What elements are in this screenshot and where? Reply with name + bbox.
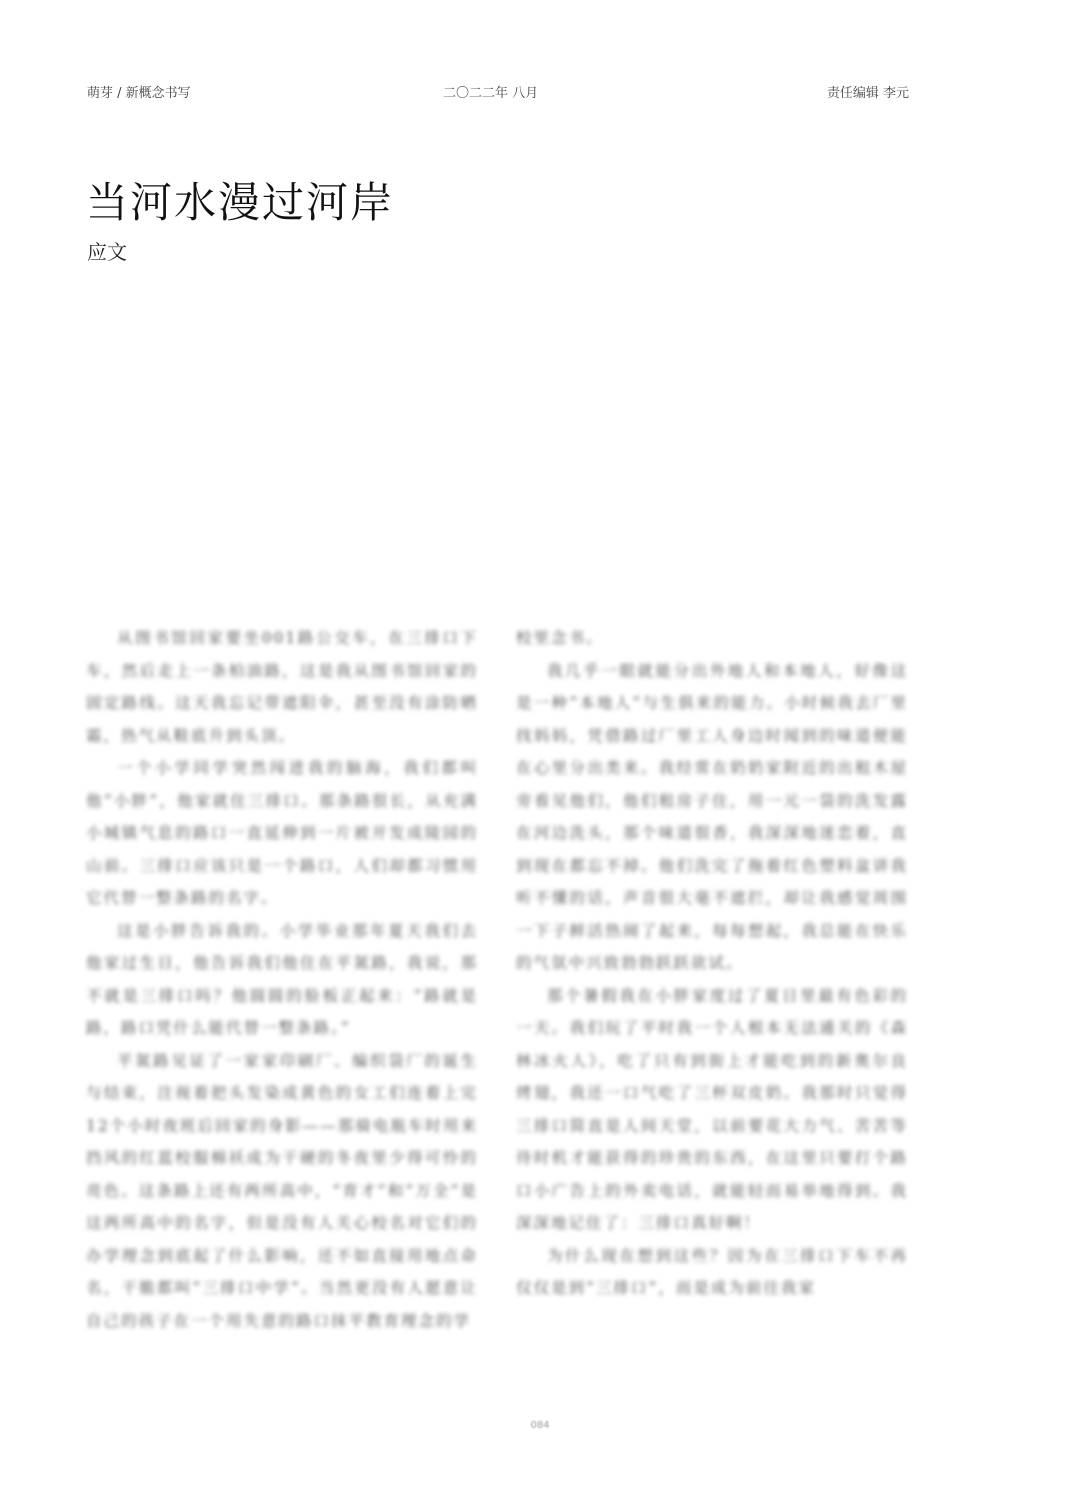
header-editor: 责任编辑 李元 <box>826 86 909 101</box>
header-column-name: 萌芽 / 新概念书写 <box>87 86 191 101</box>
page-number: 084 <box>530 1420 550 1431</box>
header-issue-date: 二〇二二年 八月 <box>443 86 539 101</box>
paragraph-continuation: 校里念书。 <box>516 629 604 647</box>
paragraph: 一个小学同学突然闯进我的脑海，我们都叫他“小胖”，他家就住三排口。那条路很长，从充满小城镇气息的路口一直延伸到一片被开发成陵园的山前。三排口应该只是一个路口，人们却都习惯用它代替一整条路的名字。 <box>86 759 478 907</box>
paragraph: 从图书馆回家要坐001路公交车，在三排口下车，然后走上一条柏油路，这是我从图书馆回家的固定路线。这天我忘记带遮阳伞，甚至没有涂防晒霜，热气从鞋底升到头顶。 <box>86 629 478 745</box>
paragraph: 这是小胖告诉我的。小学毕业那年夏天我们去他家过生日，他告诉我们他住在平氮路，我说，那不就是三排口吗？他圆圆的脸板正起来：“路就是路，路口凭什么能代替一整条路。” <box>86 921 478 1037</box>
body-column-right <box>516 622 908 1374</box>
paragraph: 那个暑假我在小胖家度过了夏日里最有色彩的一天。我们玩了平时我一个人根本无法通关的《森林冰火人》，吃了只有到街上才能吃到的新奥尔良烤翅，我还一口气吃了三杯双皮奶。我那时只觉得三排口简直是人间天堂，以前要花大力气、苦苦等待时机才能获得的珍贵的东西，在这里只要打个路口小广告上的外卖电话，就能轻而易举地得到。我深深地记住了：三排口真好啊！ <box>516 986 908 1232</box>
article-author: 应文 <box>87 240 127 264</box>
paragraph: 我几乎一眼就能分出外地人和本地人，好像这是一种“本地人”与生俱来的能力。小时候我去厂里找妈妈，凭借路过厂里工人身边时闻到的味道便能在心里分出类来。我经常在奶奶家附近的出租木屋旁看见他们，他们租房子住，用一元一袋的洗发露在河边洗头，那个味道很香，我深深地迷恋着，直到现在都忘不掉。他们洗完了拖着红色塑料盆讲我听不懂的话，声音很大毫不遮拦，却让我感觉周围一下子鲜活热闹了起来，每每想起，我总能在快乐的气氛中兴致勃勃跃跃欲试。 <box>516 661 908 972</box>
paragraph: 为什么现在想到这些？因为在三排口下车不再仅仅是到“三排口”，而是成为前往我家 <box>516 1246 908 1297</box>
article-title: 当河水漫过河岸 <box>86 178 395 227</box>
paragraph: 平氮路见证了一家家印刷厂、编织袋厂的诞生与结束，注视着把头发染成黄色的女工们连着上完12个小时夜班后回家的身影——那骑电瓶车时用来挡风的红蓝校服棉袄成为干硬的冬夜里少得可怜的亮色。这条路上还有两所高中，“育才”和“万全”是这两所高中的名字，但是没有人关心校名对它们的办学理念到底起了什么影响，还不如直接用地点命名，干脆都叫“三排口中学”。当然更没有人愿意让自己的孩子在一个用失意的路口抹平教育理念的学 <box>86 1051 478 1330</box>
body-column-left <box>86 622 478 1374</box>
page-header <box>87 82 909 104</box>
